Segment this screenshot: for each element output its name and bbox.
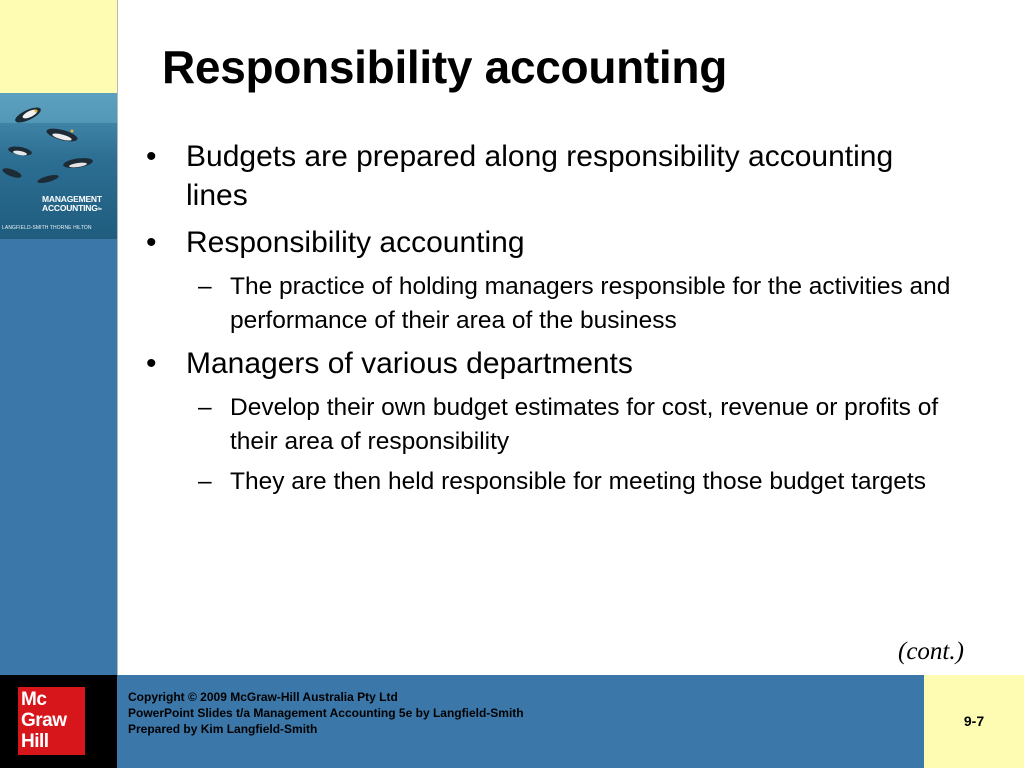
bullet-text: Budgets are prepared along responsibility accounting lines bbox=[186, 140, 894, 212]
bullet-text: Responsibility accounting bbox=[186, 226, 525, 259]
top-left-yellow-panel bbox=[0, 0, 117, 93]
slide-body bbox=[140, 137, 960, 505]
dash-icon: – bbox=[198, 394, 212, 421]
sub-bullet-text: Develop their own budget estimates for cost, revenue or profits of their area of responsibility bbox=[230, 394, 939, 455]
footer-credits bbox=[128, 689, 524, 737]
logo-text-line: Mc bbox=[21, 689, 47, 710]
bullet-icon: • bbox=[146, 347, 157, 380]
bullet-item bbox=[140, 344, 960, 383]
footer-prepared-by: Prepared by Kim Langfield-Smith bbox=[128, 722, 318, 736]
bullet-icon: • bbox=[146, 226, 157, 259]
logo-text-line: Hill bbox=[21, 731, 49, 752]
sub-bullet-item bbox=[140, 391, 960, 459]
sub-bullet-text: They are then held responsible for meeting those budget targets bbox=[230, 468, 926, 495]
mcgraw-hill-logo bbox=[18, 687, 85, 755]
bullet-item bbox=[140, 223, 960, 262]
sidebar-divider bbox=[117, 0, 118, 675]
sub-bullet-item bbox=[140, 270, 960, 338]
bullet-icon: • bbox=[146, 140, 157, 173]
left-blue-sidebar bbox=[0, 239, 117, 675]
page-number-panel bbox=[924, 675, 1024, 768]
footer-copyright: Copyright © 2009 McGraw-Hill Australia Pty Ltd bbox=[128, 690, 398, 704]
page-number: 9-7 bbox=[963, 713, 985, 729]
book-cover-authors: LANGFIELD-SMITH THORNE HILTON bbox=[2, 225, 92, 231]
dash-icon: – bbox=[198, 273, 212, 300]
book-cover-title: MANAGEMENT $ACCOUNTING^{5e}$ bbox=[42, 194, 102, 213]
footer-bar bbox=[117, 675, 924, 768]
footer-slides-line: PowerPoint Slides t/a Management Accounting 5e by Langfield-Smith bbox=[128, 706, 524, 720]
dash-icon: – bbox=[198, 468, 212, 495]
continued-note: (cont.) bbox=[898, 638, 964, 665]
bullet-item bbox=[140, 137, 960, 215]
sub-bullet-item bbox=[140, 465, 960, 499]
logo-text-line: Graw bbox=[21, 710, 67, 731]
book-cover-image bbox=[0, 93, 117, 239]
sub-bullet-text: The practice of holding managers responsible for the activities and performance of their area of the business bbox=[230, 273, 951, 334]
penguins-underwater-illustration bbox=[0, 93, 117, 239]
slide-title: Responsibility accounting bbox=[162, 41, 728, 93]
bullet-text: Managers of various departments bbox=[186, 347, 633, 380]
